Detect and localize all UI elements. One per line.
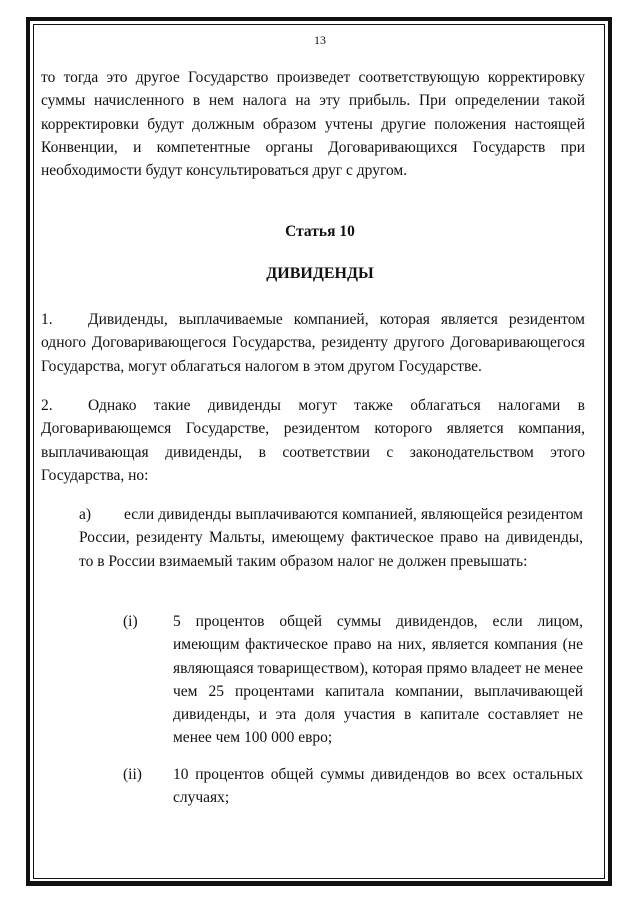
paragraph-number-2: 2.: [41, 397, 53, 414]
item-ii: 10 процентов общей суммы дивидендов во всех остальных случаях;: [173, 766, 583, 807]
intro-paragraph: то тогда это другое Государство произведет соответствующую корректировку суммы начисленного в нем налога на эту прибыль. При определении такой корректировки будут должным образом учтены другие положения настоящей Конвенции, и компетентные органы Договаривающихся Государств при необходимости будут консультироваться друг с другом.: [41, 69, 585, 180]
paragraph-number-1: 1.: [41, 311, 53, 328]
paragraph-1: Дивиденды, выплачиваемые компанией, которая является резидентом одного Договаривающегося Государства, резиденту другого Договаривающегося Государства, могут облагаться налогом в этом другом Государстве.: [41, 311, 585, 375]
subparagraph-a: если дивиденды выплачиваются компанией, являющейся резидентом России, резиденту Мальты, имеющему фактическое право на дивиденды, то в России взимаемый таким образом налог не должен превышать:: [79, 506, 583, 570]
article-title: ДИВИДЕНДЫ: [266, 265, 374, 282]
page-number: 13: [314, 33, 326, 47]
item-i: 5 процентов общей суммы дивидендов, если лицом, имеющим фактическое право на них, является компания (не являющаяся товариществом), которая прямо владеет не менее чем 25 процентами капитала компании, выплачивающей дивиденды, и эта доля участия в капитале составляет не менее чем 100 000 евро;: [173, 613, 583, 747]
item-label-ii: (ii): [123, 766, 142, 783]
subparagraph-label-a: a): [79, 506, 92, 523]
article-number: Статья 10: [285, 223, 355, 240]
paragraph-2: Однако такие дивиденды могут также облагаться налогами в Договаривающемся Государстве, резидентом которого является компания, выплачивающая дивиденды, в соответствии с законодательством этого Государства, но:: [41, 397, 585, 484]
item-label-i: (i): [123, 613, 138, 630]
